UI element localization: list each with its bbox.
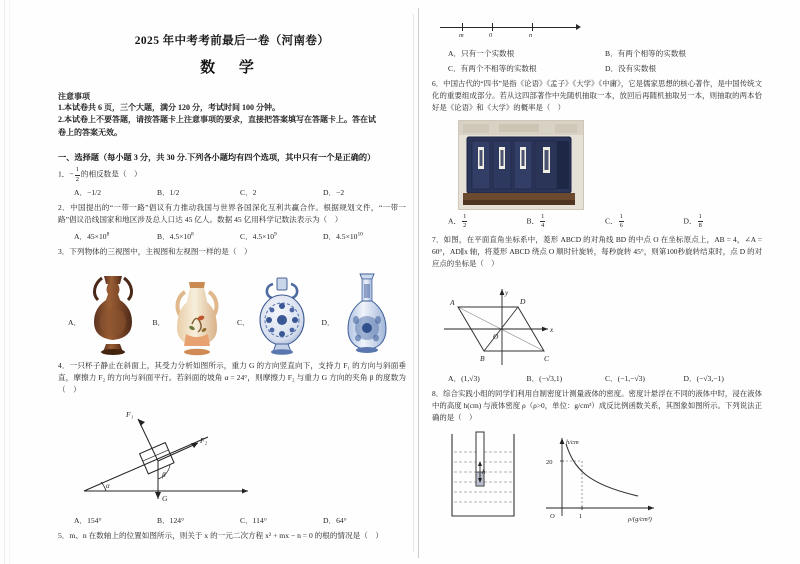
option-d[interactable]: D．$4.5\times 10^{10}$	[323, 231, 363, 241]
question-1-text: 的相反数是（ ）	[80, 169, 142, 179]
notice-line-2: 2.本试卷上不要答题，请按答题卡上注意事项的要求，直接把答案填写在答题卡上。答在试	[58, 115, 376, 125]
hydrometer-beaker-icon	[452, 432, 514, 516]
number-line-tick-0	[492, 23, 493, 31]
point-c-label: C	[544, 353, 550, 363]
option-a[interactable]: A．154°	[74, 515, 102, 525]
option-b[interactable]: B． $\frac{1}{4}$	[526, 212, 545, 230]
question-7-stem	[432, 234, 762, 270]
option-d[interactable]: D．−2	[323, 187, 345, 197]
angle-beta-label: β	[162, 470, 166, 479]
option-c[interactable]: C．2	[240, 187, 257, 197]
question-3-option-a[interactable]	[68, 268, 153, 356]
point-a-label: A	[450, 297, 455, 307]
question-2-text: 中国提出的“一带一路”倡议有力推动我国与世界各国深化互利共赢合作。根据规划文件，“一带一路”倡议沿线国家和地区涉及总人口达 45 亿人。数据 45 亿用科学记数法表示为（ ）	[58, 202, 407, 225]
origin-label: O	[493, 331, 499, 341]
option-d[interactable]: D． $\frac{1}{8}$	[683, 212, 702, 230]
page-edge-line	[4, 0, 5, 564]
question-4-options	[58, 515, 406, 526]
question-5-number: 5．	[58, 530, 70, 540]
question-7-options	[432, 373, 762, 384]
axis-rho-label: ρ/(g/cm³)	[628, 515, 652, 523]
option-a[interactable]: A．−1/2	[74, 187, 102, 197]
number-line-arrow-icon	[576, 24, 581, 30]
force-f2-label: F₂	[200, 435, 208, 445]
question-3-figure-row	[68, 264, 406, 356]
question-3-option-d[interactable]	[322, 268, 407, 356]
question-7-number: 7．	[432, 234, 444, 244]
option-c[interactable]: C．有两个不相等的实数根	[448, 64, 537, 73]
question-3-option-b[interactable]	[153, 268, 238, 356]
question-2-number: 2．	[58, 202, 71, 212]
question-3-number: 3．	[58, 246, 70, 256]
question-2-options	[58, 231, 406, 242]
x-tick-1-label: 1	[579, 512, 583, 520]
option-c[interactable]: C．(−1,−√3)	[605, 373, 645, 383]
inverse-proportion-graph	[546, 438, 654, 523]
number-line-label-n: n	[529, 32, 533, 39]
column-divider	[418, 8, 419, 558]
question-5-stem	[58, 530, 406, 542]
right-column	[432, 0, 762, 530]
number-line-label-0: 0	[489, 32, 493, 39]
option-a[interactable]: A．只有一个实数根	[448, 49, 515, 58]
section-heading: 一、选择题（每小题 3 分，共 30 分.下列各小题均有四个选项，其中只有一个是正确的）	[58, 153, 376, 163]
option-b[interactable]: B．有两个相等的实数根	[605, 49, 687, 58]
y-tick-20-label: 20	[546, 458, 553, 466]
number-line-tick-m	[462, 23, 463, 31]
origin-label: O	[550, 512, 555, 520]
question-2-stem	[58, 202, 406, 227]
option-c-label: C．	[237, 317, 250, 327]
option-a[interactable]: A．$45\times 10^8$	[74, 231, 110, 241]
option-d-label: D．	[321, 317, 335, 327]
question-6-options	[432, 214, 762, 230]
question-5-number-line-figure	[440, 18, 590, 44]
blue-white-flat-round-vase-icon	[253, 268, 311, 356]
left-column	[58, 0, 406, 542]
option-b[interactable]: B．$4.5\times 10^8$	[157, 231, 194, 241]
option-c[interactable]: C．$4.5\times 10^9$	[240, 231, 277, 241]
question-1-minus: −	[69, 169, 74, 179]
option-a[interactable]: A．(1,√3)	[448, 373, 480, 383]
blue-white-tall-vase-icon	[338, 268, 396, 356]
question-4-number: 4．	[58, 360, 70, 370]
option-a[interactable]: A． $\frac{1}{2}$	[448, 212, 467, 230]
axis-h-label: h/cm	[566, 438, 579, 446]
option-b[interactable]: B．(−√3,1)	[526, 373, 563, 383]
question-4-text: 一只杯子静止在斜面上，其受力分析如图所示，重力 G 的方向竖直向下，支持力 F₁ 的方向与斜面垂直，摩擦力 F₂ 的方向与斜面平行。若斜面的坡角 α = 24°，则摩擦力 F₂ 与重力 G 方向的夹角 β 的度数为（ ）	[58, 360, 406, 395]
option-b[interactable]: B．1/2	[157, 187, 180, 197]
notice-line-3: 卷上的答案无效。	[58, 127, 122, 137]
question-1-fraction: $\frac{1}{2}$	[75, 166, 79, 183]
question-3-text: 下列物体的三视图中，主视图和左视图一样的是（ ）	[69, 246, 252, 256]
page-edge-line-secondary	[9, 0, 10, 564]
question-6-text: 中国古代的“四书”是指《论语》《孟子》《大学》《中庸》，它是儒家思想的核心著作，是中国传统文化的重要组成部分。若从这四部著作中先随机抽取一本，放回后再随机抽取另一本，则抽取的两本恰好是《论语》和《大学》的概率是（ ）	[432, 79, 762, 112]
axis-y-label: y	[505, 288, 509, 297]
force-f1-label: F₁	[126, 409, 134, 419]
page-title: 2025 年中考考前最后一卷（河南卷）	[134, 35, 330, 47]
force-g-label: G	[162, 493, 168, 503]
option-d[interactable]: D．没有实数根	[605, 64, 657, 73]
point-b-label: B	[480, 353, 485, 363]
option-d[interactable]: D．(−√3,−1)	[683, 373, 724, 383]
column-divider-faint	[413, 14, 414, 552]
question-8-number: 8．	[432, 388, 444, 398]
question-8-text: 综合实践小组的同学们利用自制密度计测量液体的密度。密度计悬浮在不同的液体中时，浸在液体中的高度 h(cm) 与液体密度 ρ（ρ>0，单位：g/cm³）成反比例函数关系，其图象如图所示。下列说法正确的是（ ）	[432, 388, 762, 422]
question-6-stem	[432, 78, 762, 114]
notice-line-1: 1.本试卷共 6 页，三个大题，满分 120 分，考试时间 100 分钟。	[58, 103, 280, 112]
cream-floral-vase-icon	[168, 268, 226, 356]
option-c[interactable]: C．114°	[240, 515, 267, 525]
subject-title: 数 学	[200, 60, 264, 76]
option-c[interactable]: C． $\frac{1}{6}$	[605, 212, 623, 230]
number-line-tick-n	[532, 23, 533, 31]
question-5-options-row2	[432, 63, 762, 74]
question-1-stem	[58, 167, 406, 183]
option-d[interactable]: D．64°	[323, 515, 347, 525]
option-b-label: B．	[152, 317, 166, 327]
question-3-stem	[58, 246, 406, 258]
question-8-stem	[432, 388, 762, 424]
question-5-options-row1	[432, 48, 762, 59]
option-b[interactable]: B．124°	[157, 515, 185, 525]
axis-x-label: x	[550, 325, 554, 334]
question-7-text: 如图，在平面直角坐标系中，菱形 ABCD 的对角线 BD 的中点 O 在坐标原点上，AB = 4，∠A = 60°，AD∥x 轴，将菱形 ABCD 绕点 O 顺时针旋转，每秒旋转 45°，则第100秒旋转结束时，点 D 的对应点的坐标是（ ）	[432, 234, 762, 268]
question-3-option-c[interactable]	[237, 268, 322, 356]
number-line-label-m: m	[459, 32, 464, 39]
question-5-text: m、n 在数轴上的位置如图所示，则关于 x 的一元二次方程 x² + mx − n = 0 的根的情况是（ ）	[69, 530, 383, 540]
question-8-figure	[442, 428, 692, 528]
question-4-stem	[58, 360, 406, 397]
option-a-label: A．	[68, 317, 82, 327]
question-1-number: 1．	[58, 169, 70, 179]
question-1-options	[58, 187, 406, 198]
question-4-figure	[76, 403, 326, 511]
angle-alpha-label: α	[106, 481, 110, 490]
height-h-label: h	[482, 468, 486, 476]
question-6-number: 6．	[432, 79, 444, 88]
question-6-photo	[458, 120, 584, 210]
notice-heading: 注意事项	[58, 92, 90, 101]
question-7-figure	[440, 273, 600, 369]
number-line-axis	[440, 27, 578, 28]
brown-amphora-vase-icon	[84, 268, 142, 356]
point-d-label: D	[520, 296, 526, 306]
